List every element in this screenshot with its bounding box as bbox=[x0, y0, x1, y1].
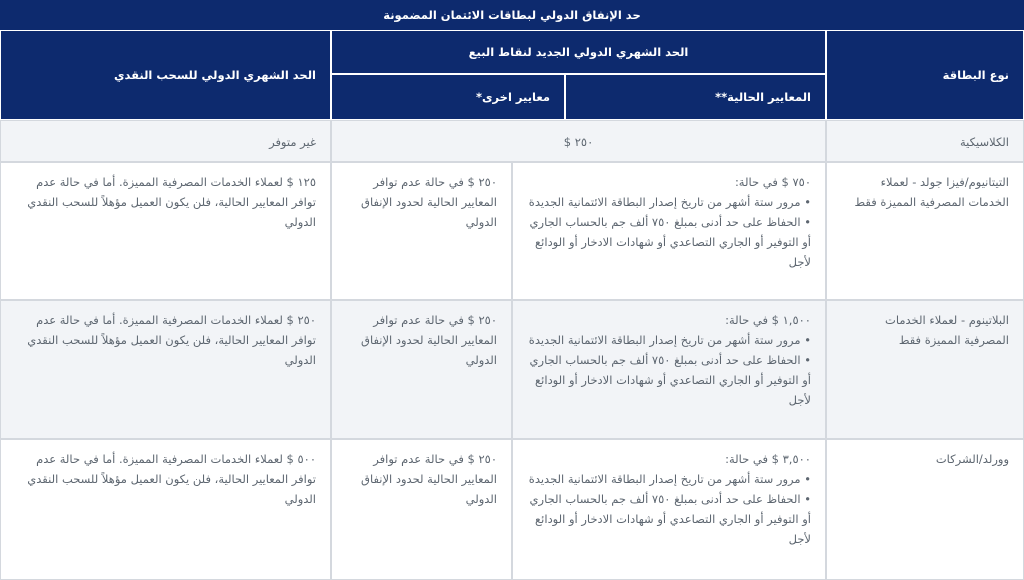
header-cash-limit bbox=[0, 30, 331, 120]
card-type-cell: الكلاسيكية bbox=[959, 135, 1009, 149]
current-criteria-amount: ٣,٥٠٠ $ في حالة: bbox=[725, 452, 811, 466]
cash-limit-cell: ٥٠٠ $ لعملاء الخدمات المصرفية المميزة. أما في حالة عدم توافر المعايير الحالية، فلن يكون العميل مؤهلاً للسحب النقدي الدولي bbox=[27, 452, 316, 506]
current-criteria-amount: ١,٥٠٠ $ في حالة: bbox=[725, 313, 811, 327]
current-criteria-condition-1: • مرور ستة أشهر من تاريخ إصدار البطاقة الائتمانية الجديدة bbox=[528, 472, 811, 486]
cash-limit-cell: ٢٥٠ $ لعملاء الخدمات المصرفية المميزة. أما في حالة عدم توافر المعايير الحالية، فلن يكون العميل مؤهلاً للسحب النقدي الدولي bbox=[27, 313, 316, 367]
table-row-platinum-other bbox=[331, 300, 512, 439]
card-type-cell: وورلد/الشركات bbox=[935, 452, 1009, 466]
table-row-titanium-other bbox=[331, 162, 512, 300]
card-type-cell: البلاتينوم - لعملاء الخدمات المصرفية المميزة فقط bbox=[885, 313, 1009, 347]
table-row-titanium-cash bbox=[0, 162, 331, 300]
current-criteria-condition-2: • الحفاظ على حد أدنى بمبلغ ٧٥٠ ألف جم بالحساب الجاري أو التوفير أو الجاري التصاعدي أو شهادات الادخار أو الودائع لأجل bbox=[529, 215, 811, 269]
other-criteria-cell: ٢٥٠ $ في حالة عدم توافر المعايير الحالية لحدود الإنفاق الدولي bbox=[361, 313, 497, 367]
header-cash-limit-label: الحد الشهري الدولي للسحب النقدي bbox=[113, 68, 316, 82]
header-card-type bbox=[826, 30, 1024, 120]
current-criteria-condition-2: • الحفاظ على حد أدنى بمبلغ ٧٥٠ ألف جم بالحساب الجاري أو التوفير أو الجاري التصاعدي أو شهادات الادخار أو الودائع لأجل bbox=[529, 353, 811, 407]
current-criteria-condition-1: • مرور ستة أشهر من تاريخ إصدار البطاقة الائتمانية الجديدة bbox=[528, 333, 811, 347]
header-other-criteria bbox=[331, 74, 565, 120]
table-row-world-card bbox=[826, 439, 1024, 580]
pos-limit-cell: ٢٥٠ $ bbox=[563, 135, 594, 149]
table-row-world-cash bbox=[0, 439, 331, 580]
header-pos-limit bbox=[331, 30, 826, 74]
other-criteria-cell: ٢٥٠ $ في حالة عدم توافر المعايير الحالية لحدود الإنفاق الدولي bbox=[361, 175, 497, 229]
card-type-cell: التيتانيوم/فيزا جولد - لعملاء الخدمات المصرفية المميزة فقط bbox=[854, 175, 1009, 209]
current-criteria-condition-1: • مرور ستة أشهر من تاريخ إصدار البطاقة الائتمانية الجديدة bbox=[528, 195, 811, 209]
cash-limit-cell: ١٢٥ $ لعملاء الخدمات المصرفية المميزة. أما في حالة عدم توافر المعايير الحالية، فلن يكون العميل مؤهلاً للسحب النقدي الدولي bbox=[27, 175, 316, 229]
other-criteria-cell: ٢٥٠ $ في حالة عدم توافر المعايير الحالية لحدود الإنفاق الدولي bbox=[361, 452, 497, 506]
current-criteria-condition-2: • الحفاظ على حد أدنى بمبلغ ٧٥٠ ألف جم بالحساب الجاري أو التوفير أو الجاري التصاعدي أو شهادات الادخار أو الودائع لأجل bbox=[529, 492, 811, 546]
table-row-platinum-card bbox=[826, 300, 1024, 439]
table-row-classic-pos bbox=[331, 120, 826, 162]
table-row-platinum-cash bbox=[0, 300, 331, 439]
cash-limit-cell: غير متوفر bbox=[269, 135, 316, 149]
header-other-criteria-label: معايير اخرى* bbox=[475, 90, 550, 104]
header-card-type-label: نوع البطاقة bbox=[942, 68, 1009, 82]
header-current-criteria bbox=[565, 74, 826, 120]
table-row-world-other bbox=[331, 439, 512, 580]
header-pos-limit-label: الحد الشهري الدولي الجديد لنقاط البيع bbox=[468, 45, 689, 59]
table-row-classic-card bbox=[826, 120, 1024, 162]
table-row-titanium-current bbox=[512, 162, 826, 300]
table-row-world-current bbox=[512, 439, 826, 580]
current-criteria-amount: ٧٥٠ $ في حالة: bbox=[734, 175, 811, 189]
table-title: حد الإنفاق الدولي لبطاقات الائتمان المضمونة bbox=[0, 0, 1024, 30]
table-row-classic-cash bbox=[0, 120, 331, 162]
table-row-titanium-card bbox=[826, 162, 1024, 300]
header-current-criteria-label: المعايير الحالية** bbox=[715, 90, 811, 104]
table-row-platinum-current bbox=[512, 300, 826, 439]
